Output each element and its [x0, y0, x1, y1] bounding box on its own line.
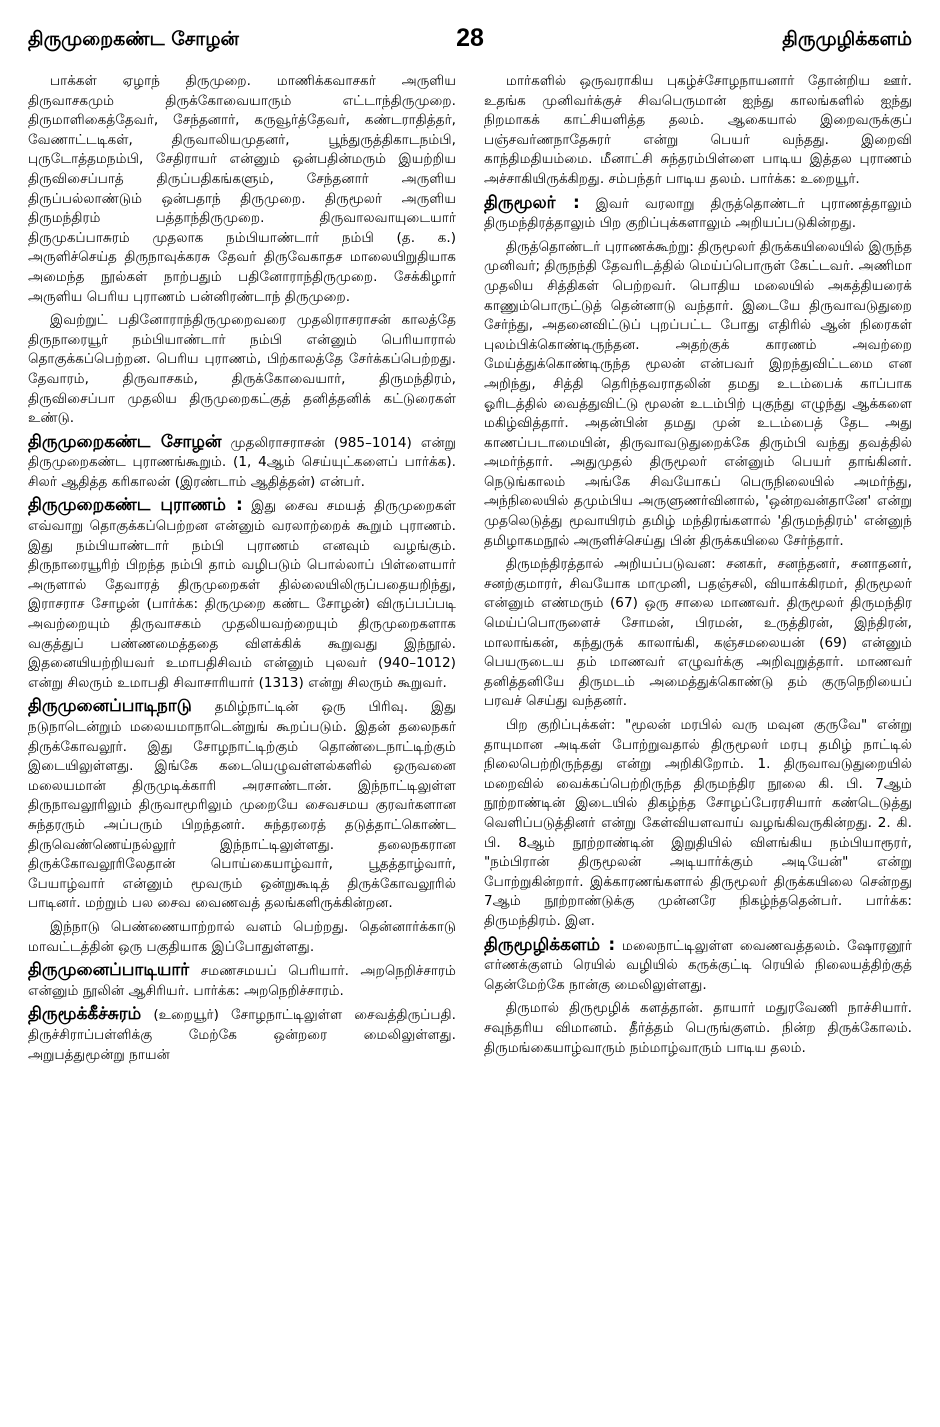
entry-text: இவற்றுட் பதினோராந்திருமுறைவரை முதலிராசராசன் காலத்தே திருநாரையூர் நம்பியாண்டார் நம்பி என்னும் பெரியாரால் தொகுக்கப்பெற்றன. பெரிய புராணம், பிற்காலத்தே சேர்க்கப்பெற்றது. தேவாரம், திருவாசகம், திருக்கோவையார், திருமந்திரம், திருவிசைப்பா முதலிய திருமுறைகட்குத் தனித்தனிக் கட்டுரைகள் உண்டு.: [28, 312, 456, 427]
entry-text: திருமந்திரத்தால் அறியப்படுவன: சனகர், சனந்தனர், சனாதனர், சனற்குமாரர், சிவயோக மாமுனி, பதஞ்சலி, வியாக்கிரமர், திருமூலர் என்னும் எண்மரும் (67) ஒரு சாலை மாணவர். திருமூலர் திருமந்திர மெய்ப்பொருளைச் சோமன், பிரமன், உருத்திரன், இந்திரன், மாலாங்கன், கந்துருக் காலாங்கி, கஞ்சமலையன் (69) என்னும் பெயருடைய தம் மாணவர் எழுவர்க்கு அறிவுறுத்தார். மாணவர் தனித்தனியே திருமடம் அமைத்துக்கொண்டு தம் குருநெறியைப் பரவச் செய்து வந்தனர்.: [484, 556, 912, 710]
entry-text: மார்களில் ஒருவராகிய புகழ்ச்சோழநாயனார் தோன்றிய ஊர். உதங்க முனிவர்க்குச் சிவபெருமான் ஐந்து காலங்களில் ஐந்து நிறமாகக் காட்சியளித்த தலம். ஆகையால் இறைவருக்குப் பஞ்சவர்ணநாதேசுரர் என்று பெயர் வந்தது. இறைவி காந்திமதியம்மை. மீனாட்சி சுந்தரம்பிள்ளை பாடிய இத்தல புராணம் அச்சாகியிருக்கிறது. சம்பந்தர் பாடிய தலம். பார்க்க: உறையூர்.: [484, 73, 912, 187]
entry-headword: திருமுறைகண்ட சோழன்: [28, 431, 222, 452]
paragraph: [484, 999, 912, 1058]
right-column: [484, 72, 912, 1412]
page-header: [28, 24, 912, 64]
page-number: 28: [456, 24, 484, 52]
paragraph: [28, 918, 456, 957]
running-head-left: திருமுறைகண்ட சோழன்: [28, 28, 239, 50]
entry-text: இவர் வரலாறு திருத்தொண்டர் புராணத்தாலும் திருமந்திரத்தாலும் பிற குறிப்புக்களாலும் அறியப்படுகின்றது.: [484, 195, 912, 232]
entry-headword: திருமுறைகண்ட புராணம் :: [28, 495, 243, 516]
entry-text: தமிழ்நாட்டின் ஒரு பிரிவு. இது நடுநாடென்றும் மலையமாநாடென்றுங் கூறப்படும். இதன் தலைநகர் திருக்கோவலூர். இது சோழநாட்டிற்கும் தொண்டைநாட்டிற்கும் இடையிலுள்ளது. இங்கே கடையெழுவள்ளல்களில் ஒருவனை மலையமான் திருமுடிக்காரி அரசாண்டான். இந்நாட்டிலுள்ள திருநாவலூரிலும் திருவாமூரிலும் முறையே சைவசமய குரவர்களான சுந்தரரும் அப்பரும் பிறந்தனர். சுந்தரரைத் தடுத்தாட்கொண்ட திருவெண்ணெய்நல்லூர் இந்நாட்டிலுள்ளது. தலைநகரான திருக்கோவலூரிலேதான் பொய்கையாழ்வார், பூதத்தாழ்வார், பேயாழ்வார் என்னும் மூவரும் ஒன்றுகூடித் திருக்கோவலூரில் பாடினர். மற்றும் பல சைவ வைணவத் தலங்களிருக்கின்றன.: [28, 699, 456, 912]
entry-text: (உறையூர்) சோழநாட்டிலுள்ள சைவத்திருப்பதி. திருச்சிராப்பள்ளிக்கு மேற்கே ஒன்றரை மைலிலுள்ளது. அறுபத்துமூன்று நாயன்: [28, 1007, 456, 1063]
entry-text: மலைநாட்டிலுள்ள வைணவத்தலம். ஷோரனூர் எர்ணக்குளம் ரெயில் வழியில் கருக்குட்டி ரெயில் நிலையத்திற்குத் தென்மேற்கே நான்கு மைலிலுள்ளது.: [484, 937, 912, 993]
entry-headword: திருமுனைப்பாடிநாடு: [28, 696, 192, 717]
dictionary-entry: [28, 1005, 456, 1065]
entry-headword: திருமுனைப்பாடியார்: [28, 960, 190, 981]
entry-headword: திருமூலர் :: [484, 192, 580, 213]
dictionary-entry: [28, 496, 456, 693]
entry-text: இது சைவ சமயத் திருமுறைகள் எவ்வாறு தொகுக்கப்பெற்றன என்னும் வரலாற்றைக் கூறும் புராணம். இது நம்பியாண்டார் நம்பி புராணம் எனவும் வழங்கும். திருநாரையூரிற் பிறந்த நம்பி தாம் வழிபடும் பொல்லாப் பிள்ளையார் அருளால் தேவாரத் திருமுறைகள் தில்லையிலிருப்பதையறிந்து, இராசராச சோழன் (பார்க்க: திருமுறை கண்ட சோழன்) விருப்பப்படி அவற்றையும் திருவாசகம் முதலியவற்றையும் திருமுறைகளாக வகுத்துப் பண்ணமைத்ததை விளக்கிக் கூறுவது இந்நூல். இதனையியற்றியவர் உமாபதிசிவம் என்னும் புலவர் (940–1012) என்று சிலரும் உமாபதி சிவாசாரியார் (1313) என்று சிலரும் கூறுவர்.: [28, 498, 456, 691]
paragraph: [484, 555, 912, 712]
entry-text: முதலிராசராசன் (985–1014) என்று திருமுறைகண்ட புராணங்கூறும். (1, 4ஆம் செய்யுட்களைப் பார்க்க). சிலர் ஆதித்த கரிகாலன் (இரண்டாம் ஆதித்தன்) என்பர்.: [28, 434, 456, 490]
paragraph: [28, 72, 456, 307]
dictionary-entry: [484, 194, 912, 234]
dictionary-entry: [28, 433, 456, 493]
entry-text: இந்நாடு பெண்ணையாற்றால் வளம் பெற்றது. தென்னார்க்காடு மாவட்டத்தின் ஒரு பகுதியாக இப்போதுள்ளது.: [28, 918, 456, 955]
paragraph: [484, 238, 912, 552]
dictionary-entry: [484, 936, 912, 996]
left-column: [28, 72, 456, 1412]
entry-headword: திருமூக்கீச்சுரம்: [28, 1004, 142, 1025]
entry-text: திருத்தொண்டர் புராணக்கூற்று: திருமூலர் திருக்கயிலையில் இருந்த முனிவர்; திருநந்தி தேவரிடத்தில் மெய்ப்பொருள் கேட்டவர். அணிமா முதலிய சித்திகள் பெற்றவர். பொதிய மலையில் அகத்தியரைக் காணும்பொருட்டுத் தென்னாடு வந்தார். இடையே திருவாவடுதுறை சேர்ந்து, அதனைவிட்டுப் புறப்பட்ட போது எதிரில் ஆன் நிரைகள் புலம்பிக்கொண்டிருந்தன. அதற்குக் காரணம் அவற்றை மேய்த்துக்கொண்டிருந்த மூலன் என்பவர் இறந்துவிட்டமை என அறிந்து, சித்தி தெரிந்தவராதலின் தமது உடம்பைக் காப்பாக ஓரிடத்தில் வைத்துவிட்டு மூலன் உடம்பிற் புகுந்து எழுந்து ஆக்களை மகிழ்வித்தார். அதன்பின் தமது முன் உடம்பைத் தேட அது காணப்படாமையின், திருவாவடுதுறைக்கே திரும்பி வந்து தவத்தில் அமர்ந்தார். அதுமுதல் திருமூலர் என்னும் பெயர் தாங்கினர். நெடுங்காலம் அங்கே சிவயோகப் பெருநிலையில் அமர்ந்து, அந்நிலையில் தமும்பிய அருளுணர்வினால், 'ஒன்றவன்தானே' என்று முதலெடுத்து மூவாயிரம் தமிழ் மந்திரங்களால் 'திருமந்திரம்' என்னுந் தமிழாகமநூல் அருளிச்செய்து பின் திருக்கயிலை சேர்ந்தார்.: [484, 238, 912, 549]
running-head-right: திருமுழிக்களம்: [782, 28, 912, 50]
entry-text: திருமால் திருமூழிக் களத்தான். தாயார் மதுரவேணி நாச்சியார். சவுந்தரிய விமானம். தீர்த்தம் பெருங்குளம். நின்ற திருக்கோலம். திருமங்கையாழ்வாரும் நம்மாழ்வாரும் பாடிய தலம்.: [484, 1000, 912, 1056]
paragraph: [28, 311, 456, 429]
entry-text: பாக்கள் ஏழாந் திருமுறை. மாணிக்கவாசகர் அருளிய திருவாசகமும் திருக்கோவையாரும் எட்டாந்திருமுறை. திருமாளிகைத்தேவர், சேந்தனார், கருவூர்த்தேவர், கண்டராதித்தர், வேணாட்டடிகள், திருவாலியமுதனர், பூந்துருத்திகாடநம்பி, புருடோத்தமநம்பி, சேதிராயர் என்னும் ஒன்பதின்மரும் இயற்றிய திருவிசைப்பாத் திருப்பதிகங்களும், சேந்தனார் அருளிய திருப்பல்லாண்டும் ஒன்பதாந் திருமுறை. திருமூலர் அருளிய திருமந்திரம் பத்தாந்திருமுறை. திருவாலவாயுடையார் திருமுகப்பாசுரம் முதலாக நம்பியாண்டார் நம்பி (த. க.) அருளிச்செய்த திருநாவுக்கரசு தேவர் திருவேகாதச மாலையிறுதியாக அமைந்த நூல்கள் நாற்பதும் பதினோராந்திருமுறை. சேக்கிழார் அருளிய பெரிய புராணம் பன்னிரண்டாந் திருமுறை.: [28, 73, 456, 305]
dictionary-entry: [28, 697, 456, 914]
paragraph: [484, 716, 912, 932]
dictionary-entry: [28, 961, 456, 1001]
entry-text: பிற குறிப்புக்கள்: "மூலன் மரபில் வரு மவுன குருவே" என்று தாயுமான அடிகள் போற்றுவதால் திருமூலர் மரபு தமிழ் நாட்டில் நிலைபெற்றிருந்தது என்று அறிகிறோம். 1. திருவாவடுதுறையில் மறைவில் வைக்கப்பெற்றிருந்த திருமந்திர நூலை கி. பி. 7ஆம் நூற்றாண்டின் இடையில் திகழ்ந்த சோழப்பேரரசியார் கண்டெடுத்து வெளிப்படுத்தினர் என்று கேள்வியளவாய் வழங்கிவருகின்றது. 2. கி. பி. 8ஆம் நூற்றாண்டின் இறுதியில் விளங்கிய நம்பியாரூரர், "நம்பிரான் திருமூலன் அடியார்க்கும் அடியேன்" என்று போற்றுகின்றார். இக்காரணங்களால் திருமூலர் திருக்கயிலை சென்றது 7ஆம் நூற்றாண்டுக்கு முன்னரே நிகழ்ந்ததென்பர். பார்க்க: திருமந்திரம். இள.: [484, 717, 912, 929]
entry-text: சமணசமயப் பெரியார். அறநெறிச்சாரம் என்னும் நூலின் ஆசிரியர். பார்க்க: அறநெறிச்சாரம்.: [28, 963, 456, 999]
entry-headword: திருமூழிக்களம் :: [484, 934, 616, 955]
paragraph: [484, 72, 912, 190]
